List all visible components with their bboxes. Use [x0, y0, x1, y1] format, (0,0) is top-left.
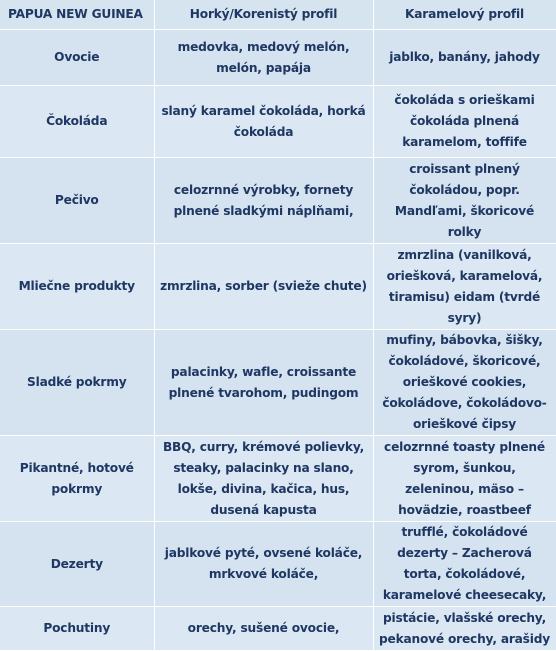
table-row	[0, 330, 556, 436]
table-row	[0, 86, 556, 158]
category-cell: Sladké pokrmy	[0, 330, 154, 436]
hot-profile-cell: BBQ, curry, krémové polievky, steaky, palacinky na slano, lokše, divina, kačica, hus, dusená kapusta	[154, 436, 373, 522]
hot-profile-cell: jablkové pyté, ovsené koláče, mrkvové koláče,	[154, 522, 373, 607]
caramel-profile-cell: pistácie, vlašské orechy, pekanové orechy, arašidy	[373, 607, 556, 651]
caramel-profile-cell: jablko, banány, jahody	[373, 30, 556, 86]
header-hot-spicy-profile: Horký/Korenistý profil	[154, 0, 373, 30]
header-caramel-profile: Karamelový profil	[373, 0, 556, 30]
table-row	[0, 244, 556, 330]
table-row	[0, 30, 556, 86]
caramel-profile-cell: celozrnné toasty plnené syrom, šunkou, zeleninou, mäso – hovädzie, roastbeef	[373, 436, 556, 522]
category-cell: Pečivo	[0, 158, 154, 244]
hot-profile-cell: palacinky, wafle, croissante plnené tvarohom, pudingom	[154, 330, 373, 436]
table-row	[0, 158, 556, 244]
category-cell: Mliečne produkty	[0, 244, 154, 330]
table-row	[0, 436, 556, 522]
hot-profile-cell: slaný karamel čokoláda, horká čokoláda	[154, 86, 373, 158]
header-row	[0, 0, 556, 30]
category-cell: Pikantné, hotové pokrmy	[0, 436, 154, 522]
hot-profile-cell: medovka, medový melón, melón, papája	[154, 30, 373, 86]
category-cell: Čokoláda	[0, 86, 154, 158]
category-cell: Pochutiny	[0, 607, 154, 651]
caramel-profile-cell: croissant plnený čokoládou, popr. Mandľami, škoricové rolky	[373, 158, 556, 244]
hot-profile-cell: celozrnné výrobky, fornety plnené sladkými náplňami,	[154, 158, 373, 244]
caramel-profile-cell: zmrzlina (vanilková, oriešková, karamelová, tiramisu) eidam (tvrdé syry)	[373, 244, 556, 330]
table-row	[0, 522, 556, 607]
caramel-profile-cell: mufiny, bábovka, šišky, čokoládové, škoricové, orieškové cookies, čokoládove, čokoládovo-orieškové čipsy	[373, 330, 556, 436]
category-cell: Dezerty	[0, 522, 154, 607]
hot-profile-cell: orechy, sušené ovocie,	[154, 607, 373, 651]
hot-profile-cell: zmrzlina, sorber (svieže chute)	[154, 244, 373, 330]
caramel-profile-cell: čokoláda s orieškami čokoláda plnená karamelom, toffife	[373, 86, 556, 158]
caramel-profile-cell: trufflé, čokoládové dezerty – Zacherová torta, čokoládové, karamelové cheesecaky,	[373, 522, 556, 607]
table-row	[0, 607, 556, 651]
category-cell: Ovocie	[0, 30, 154, 86]
header-origin: PAPUA NEW GUINEA	[0, 0, 154, 30]
